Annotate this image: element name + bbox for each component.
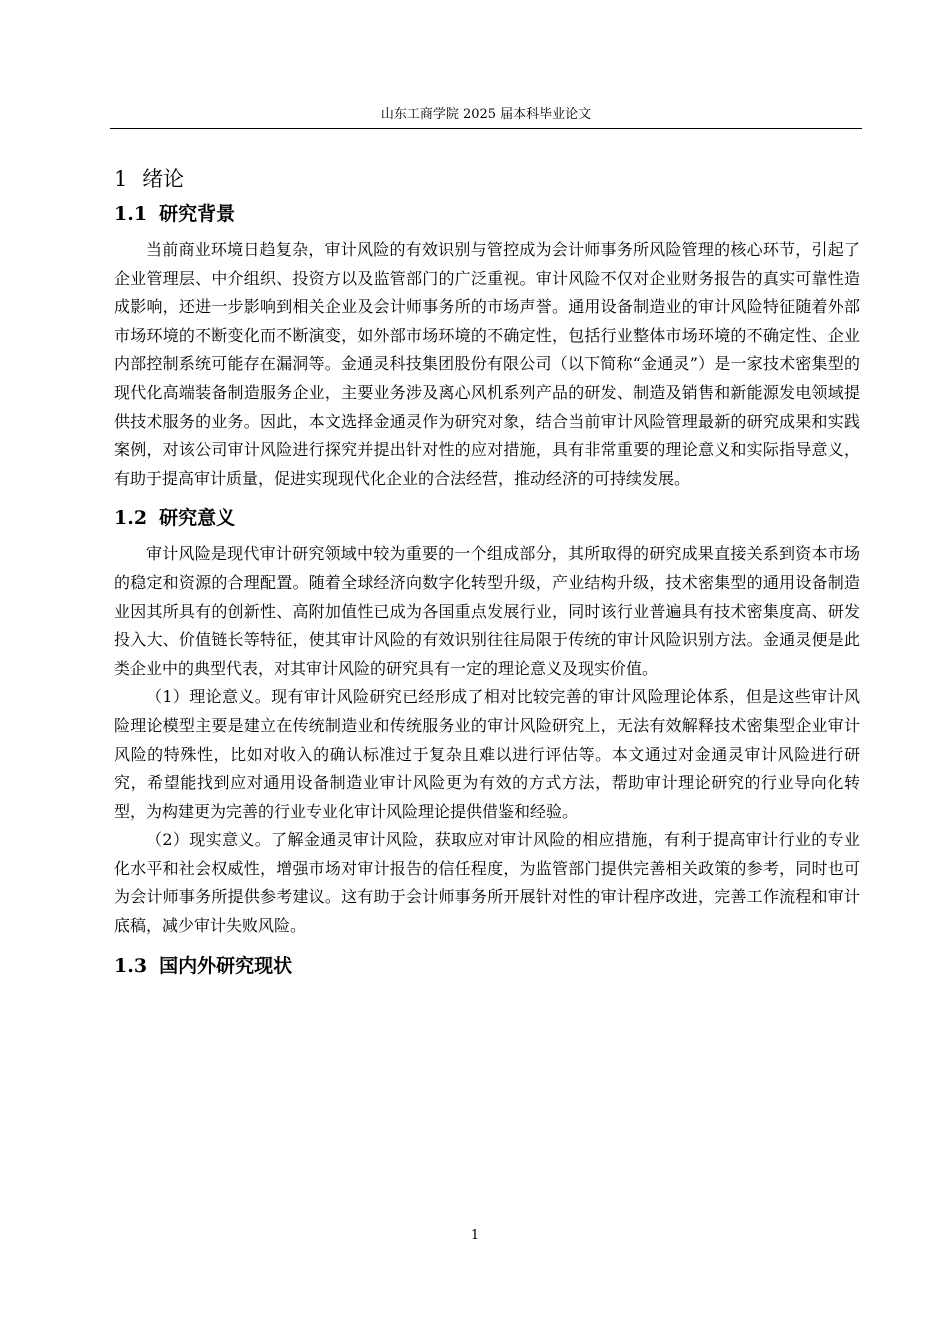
section-title: 研究意义 <box>159 507 236 530</box>
paragraph-background: 当前商业环境日趋复杂，审计风险的有效识别与管控成为会计师事务所风险管理的核心环节，引起了企业管理层、中介组织、投资方以及监管部门的广泛重视。审计风险不仅对企业财务报告的真实可靠性造成影响，还进一步影响到相关企业及会计师事务所的市场声誉。通用设备制造业的审计风险特征随着外部市场环境的不断变化而不断演变，如外部市场环境的不确定性，包括行业整体市场环境的不确定性、企业内部控制系统可能存在漏洞等。金通灵科技集团股份有限公司（以下简称“金通灵”）是一家技术密集型的现代化高端装备制造服务企业，主要业务涉及离心风机系列产品的研发、制造及销售和新能源发电领域提供技术服务的业务。因此，本文选择金通灵作为研究对象，结合当前审计风险管理最新的研究成果和实践案例，对该公司审计风险进行探究并提出针对性的应对措施，具有非常重要的理论意义和实际指导意义，有助于提高审计质量，促进实现现代化企业的合法经营，推动经济的可持续发展。 <box>114 240 860 488</box>
paragraph-theoretical-significance: （1）理论意义。现有审计风险研究已经形成了相对比较完善的审计风险理论体系，但是这些审计风险理论模型主要是建立在传统制造业和传统服务业的审计风险研究上，无法有效解释技术密集型企业审计风险的特殊性，比如对收入的确认标准过于复杂且难以进行评估等。本文通过对金通灵审计风险进行研究，希望能找到应对通用设备制造业审计风险更为有效的方式方法，帮助审计理论研究的行业导向化转型，为构建更为完善的行业专业化审计风险理论提供借鉴和经验。 <box>114 687 860 821</box>
chapter-title: 绪论 <box>142 167 185 191</box>
chapter-number: 1 <box>114 167 128 191</box>
section-number: 1.2 <box>114 507 148 530</box>
section-title: 研究背景 <box>159 203 236 225</box>
section-heading-1-2 <box>114 504 860 532</box>
paragraph-practical-significance: （2）现实意义。了解金通灵审计风险，获取应对审计风险的相应措施，有利于提高审计行业的专业化水平和社会权威性，增强市场对审计报告的信任程度，为监管部门提供完善相关政策的参考，同时也可为会计师事务所提供参考建议。这有助于会计师事务所开展针对性的审计程序改进，完善工作流程和审计底稿，减少审计失败风险。 <box>114 830 860 936</box>
section-number: 1.3 <box>114 954 148 977</box>
section-title: 国内外研究现状 <box>159 954 293 977</box>
page-number: 1 <box>470 1228 480 1243</box>
paragraph-significance-intro: 审计风险是现代审计研究领域中较为重要的一个组成部分，其所取得的研究成果直接关系到资本市场的稳定和资源的合理配置。随着全球经济向数字化转型升级，产业结构升级，技术密集型的通用设备制造业因其所具有的创新性、高附加值性已成为各国重点发展行业，同时该行业普遍具有技术密集度高、研发投入大、价值链长等特征，使其审计风险的有效识别往往局限于传统的审计风险识别方法。金通灵便是此类企业中的典型代表，对其审计风险的研究具有一定的理论意义及现实价值。 <box>114 544 860 678</box>
section-heading-1-3 <box>114 952 860 980</box>
header-divider <box>110 128 862 129</box>
section-heading-1-1 <box>114 200 860 228</box>
page-header: 山东工商学院 2025 届本科毕业论文 <box>380 107 592 122</box>
chapter-heading <box>114 165 860 193</box>
document-body <box>114 160 860 988</box>
section-number: 1.1 <box>114 203 148 225</box>
